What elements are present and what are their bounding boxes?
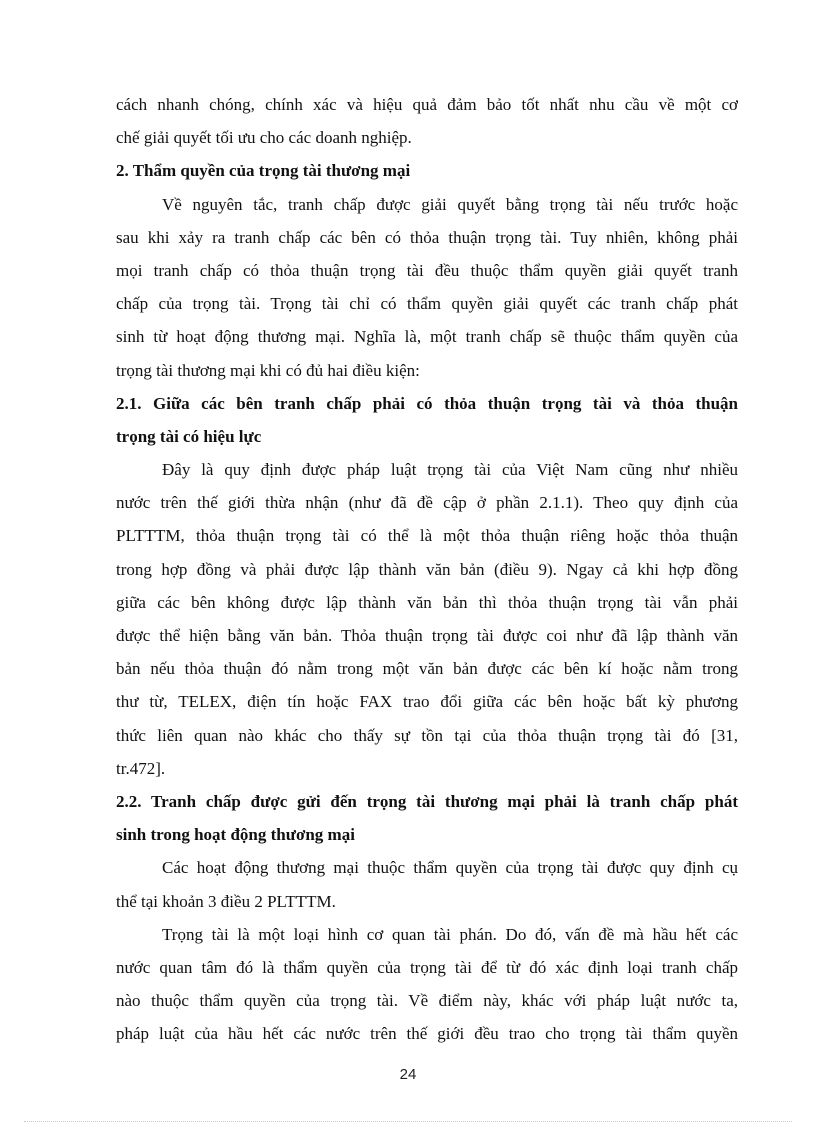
text-line: Trọng tài là một loại hình cơ quan tài phán. Do đó, vấn đề mà hầu hết các xyxy=(162,924,738,944)
text-line: bản nếu thỏa thuận đó nằm trong một văn bản được các bên kí hoặc nằm trong xyxy=(116,659,738,679)
text-line: thức liên quan nào khác cho thấy sự tồn tại của thỏa thuận trọng tài đó [31, xyxy=(116,725,738,745)
text-line: chế giải quyết tối ưu cho các doanh nghiệp. xyxy=(116,128,412,148)
text-line: trọng tài thương mại khi có đủ hai điều kiện: xyxy=(116,360,420,380)
text-line: cách nhanh chóng, chính xác và hiệu quả đảm bảo tốt nhất nhu cầu về một cơ xyxy=(116,95,738,114)
text-line: pháp luật của hầu hết các nước trên thế giới đều trao cho trọng tài thẩm quyền xyxy=(116,1024,738,1044)
text-line: sinh trong hoạt động thương mại xyxy=(116,825,355,845)
text-line: Về nguyên tắc, tranh chấp được giải quyết bằng trọng tài nếu trước hoặc xyxy=(162,194,738,214)
text-line: thư từ, TELEX, điện tín hoặc FAX trao đổi giữa các bên hoặc bất kỳ phương xyxy=(116,692,738,712)
text-line: nước trên thế giới thừa nhận (như đã đề cập ở phần 2.1.1). Theo quy định của xyxy=(116,493,738,513)
text-line: nào thuộc thẩm quyền của trọng tài. Về điểm này, khác với pháp luật nước ta, xyxy=(116,991,738,1011)
text-line: 2. Thẩm quyền của trọng tài thương mại xyxy=(116,161,411,181)
text-line: Đây là quy định được pháp luật trọng tài của Việt Nam cũng như nhiều xyxy=(162,460,738,480)
text-line: Các hoạt động thương mại thuộc thẩm quyền của trọng tài được quy định cụ xyxy=(162,858,738,878)
text-line: sau khi xảy ra tranh chấp các bên có thỏa thuận trọng tài. Tuy nhiên, không phải xyxy=(116,227,738,247)
text-line: chấp của trọng tài. Trọng tài chỉ có thẩm quyền giải quyết các tranh chấp phát xyxy=(116,294,738,314)
text-line: tr.472]. xyxy=(116,758,166,778)
text-line: PLTTTM, thỏa thuận trọng tài có thể là một thỏa thuận riêng hoặc thỏa thuận xyxy=(116,526,738,546)
text-line: giữa các bên không được lập thành văn bản thì thỏa thuận trọng tài vẫn phải xyxy=(116,592,738,612)
text-line: nước quan tâm đó là thẩm quyền của trọng tài để từ đó xác định loại tranh chấp xyxy=(116,957,738,977)
text-line: được thể hiện bằng văn bản. Thỏa thuận trọng tài được coi như đã lập thành văn xyxy=(116,626,738,645)
page-number: 24 xyxy=(399,1066,417,1083)
page-divider xyxy=(24,1121,792,1122)
text-line: 2.2. Tranh chấp được gửi đến trọng tài thương mại phải là tranh chấp phát xyxy=(116,791,738,811)
text-line: 2.1. Giữa các bên tranh chấp phải có thỏa thuận trọng tài và thỏa thuận xyxy=(116,393,738,413)
body-text xyxy=(116,88,738,1050)
text-line: trọng tài có hiệu lực xyxy=(116,426,262,446)
text-line: trong hợp đồng và phải được lập thành văn bản (điều 9). Ngay cả khi hợp đồng xyxy=(116,559,738,579)
text-line: mọi tranh chấp có thỏa thuận trọng tài đều thuộc thẩm quyền giải quyết tranh xyxy=(116,260,738,280)
text-line: thể tại khoản 3 điều 2 PLTTTM. xyxy=(116,891,336,911)
text-line: sinh từ hoạt động thương mại. Nghĩa là, một tranh chấp sẽ thuộc thẩm quyền của xyxy=(116,327,738,347)
